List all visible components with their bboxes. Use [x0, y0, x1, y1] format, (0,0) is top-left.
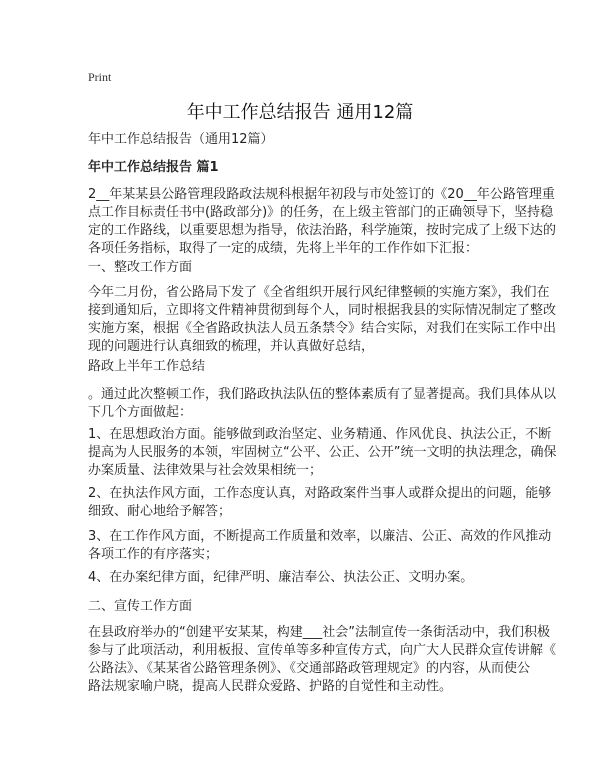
print-link[interactable]: Print — [88, 70, 112, 84]
text-line: 2、在执法作风方面，工作态度认真，对路政案件当事人或群众提出的问题，能够 — [88, 486, 552, 501]
text-line: 路法规家喻户晓，提高人民群众爱路、护路的自觉性和主动性。 — [88, 679, 453, 694]
text-line: 提高为人民服务的本领，牢固树立“公平、公正、公开”统一文明的执法理念，确保 — [88, 445, 557, 460]
intro-paragraph — [88, 186, 556, 258]
text-line: 办案质量、法律效果与社会效果相统一； — [88, 463, 323, 478]
text-line: 1、在思想政治方面。能够做到政治坚定、业务精通、作风优良、执法公正，不断 — [88, 427, 552, 442]
text-line: 3、在工作作风方面，不断提高工作质量和效率，以廉洁、公正、高效的作风推动 — [88, 529, 552, 544]
text-line: 实施方案，根据《全省路政执法人员五条禁令》结合实际，对我们在实际工作中出 — [88, 321, 557, 336]
text-line: 路政上半年工作总结 — [88, 359, 206, 374]
text-line: 接到通知后，立即将文件精神贯彻到每个人，同时根据我县的实际情况制定了整改 — [88, 303, 557, 318]
text-line: 细致、耐心地给予解答； — [88, 504, 232, 519]
text-line: 在县政府举办的“创建平安某某，构建___社会”法制宣传一条街活动中，我们积极 — [88, 625, 550, 640]
heading-publicity — [88, 598, 192, 616]
text-line: 各项任务指标，取得了一定的成绩，先将上半年的工作作如下汇报： — [88, 241, 479, 256]
text-line: 参与了此项活动，利用板报、宣传单等多种宣传方式，向广大人民群众宣传讲解《 — [88, 643, 557, 658]
rectification-paragraph — [88, 284, 556, 356]
item-1-paragraph — [88, 426, 556, 480]
page-title: 年中工作总结报告 通用12篇 — [186, 102, 414, 123]
publicity-paragraph — [88, 624, 556, 696]
text-line: 二、宣传工作方面 — [88, 599, 193, 614]
heading-rectification — [88, 259, 192, 277]
document-subtitle: 年中工作总结报告（通用12篇） — [88, 132, 274, 147]
text-line: 下几个方面做起： — [88, 405, 193, 420]
summary-paragraph — [88, 386, 556, 422]
text-line: 点工作目标责任书中(路政部分)》的任务，在上级主管部门的正确领导下，坚持稳 — [88, 205, 554, 220]
heading-half-year-summary — [88, 358, 205, 376]
section-heading: 年中工作总结报告 篇1 — [88, 160, 219, 175]
item-3-paragraph — [88, 528, 551, 564]
text-line: 现的问题进行认真细致的梳理，并认真做好总结， — [88, 339, 375, 354]
text-line: 各项工作的有序落实； — [88, 547, 219, 562]
text-line: 今年二月份，省公路局下发了《全省组织开展行风纪律整顿的实施方案》，我们在 — [88, 285, 550, 300]
text-line: 公路法》、《某某省公路管理条例》、《交通部路政管理规定》的内容，从而使公 — [88, 661, 531, 676]
item-2-paragraph — [88, 485, 551, 521]
text-line: 4、在办案纪律方面，纪律严明、廉洁奉公、执法公正、文明办案。 — [88, 570, 474, 585]
text-line: 。通过此次整顿工作，我们路政执法队伍的整体素质有了显著提高。我们具体从以 — [88, 387, 557, 402]
item-4-paragraph — [88, 569, 473, 587]
text-line: 2__年某某县公路管理段路政法规科根据年初段与市处签订的《20__年公路管理重 — [88, 187, 555, 202]
text-line: 定的工作路线，以重要思想为指导，依法治路，科学施策，按时完成了上级下达的 — [88, 223, 557, 238]
text-line: 一、整改工作方面 — [88, 260, 193, 275]
